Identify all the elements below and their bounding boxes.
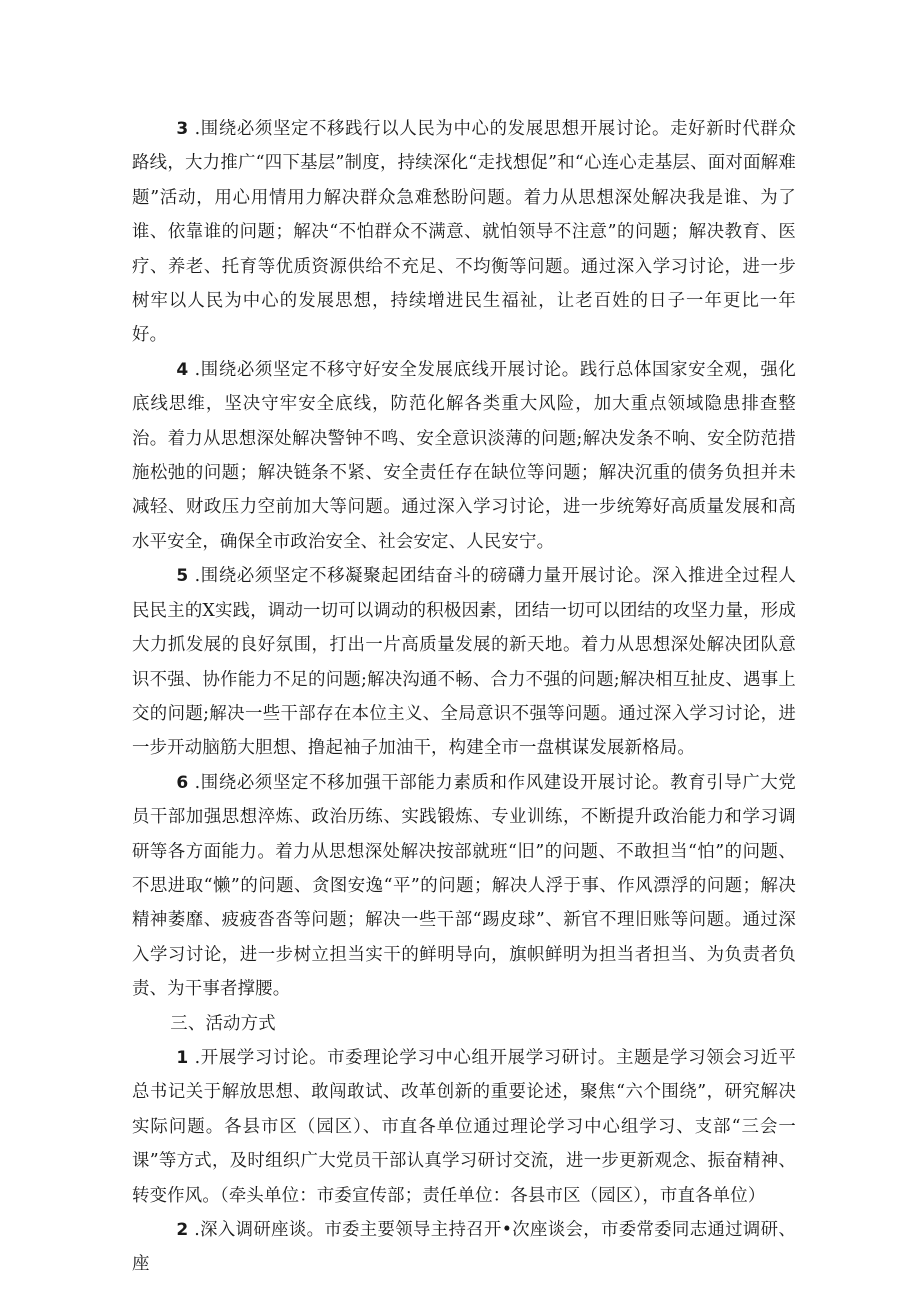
item-number: 1 — [176, 1047, 189, 1068]
paragraph-text: .围绕必须坚定不移守好安全发展底线开展讨论。践行总体国家安全观，强化底线思维，坚决守牢安全底线，防范化解各类重大风险，加大重点领域隐患排查整治。着力从思想深处解决警钟不鸣、安全意识淡薄的问题;解决发条不响、安全防范措施松弛的问题；解决链条不紧、安全责任存在缺位等问题；解决沉重的债务负担并未减轻、财政压力空前加大等问题。通过深入学习讨论，进一步统筹好高质量发展和高水平安全，确保全市政治安全、社会安定、人民安宁。 — [132, 359, 796, 552]
paragraph-text: .深入调研座谈。市委主要领导主持召开•次座谈会，市委常委同志通过调研、座 — [132, 1220, 796, 1275]
section-heading — [132, 1007, 796, 1041]
paragraph-text: .围绕必须坚定不移加强干部能力素质和作风建设开展讨论。教育引导广大党员干部加强思想淬炼、政治历练、实践锻炼、专业训练，不断提升政治能力和学习调研等各方面能力。着力从思想深处解决按部就班“旧”的问题、不敢担当“怕”的问题、不思进取“懒”的问题、贪图安逸“平”的问题；解决人浮于事、作风漂浮的问题；解决精神萎靡、疲疲沓沓等问题；解决一些干部“踢皮球”、新官不理旧账等问题。通过深入学习讨论，进一步树立担当实干的鲜明导向，旗帜鲜明为担当者担当、为负责者负责、为干事者撑腰。 — [132, 772, 796, 1000]
item-number: 3 — [176, 119, 189, 139]
paragraph-item-4 — [132, 353, 796, 559]
paragraph-text: .开展学习讨论。市委理论学习中心组开展学习研讨。主题是学习领会习近平总书记关于解放思想、敢闯敢试、改革创新的重要论述，聚焦“六个围绕”，研究解决实际问题。各县市区（园区）、市直各单位通过理论学习中心组学习、支部“三会一课”等方式，及时组织广大党员干部认真学习研讨交流，进一步更新观念、振奋精神、转变作风。（牵头单位：市委宣传部；责任单位：各县市区（园区），市直各单位） — [132, 1047, 796, 1206]
paragraph-item-5 — [132, 559, 796, 765]
paragraph-item-1 — [132, 1041, 796, 1213]
paragraph-text: .围绕必须坚定不移凝聚起团结奋斗的磅礴力量开展讨论。深入推进全过程人民民主的X实践，调动一切可以调动的积极因素，团结一切可以团结的攻坚力量，形成大力抓发展的良好氛围，打出一片高质量发展的新天地。着力从思想深处解决团队意识不强、协作能力不足的问题;解决沟通不畅、合力不强的问题;解决相互扯皮、遇事上交的问题;解决一些干部存在本位主义、全局意识不强等问题。通过深入学习讨论，进一步开动脑筋大胆想、撸起袖子加油干，构建全市一盘棋谋发展新格局。 — [132, 566, 796, 759]
item-number: 6 — [176, 772, 189, 793]
item-number: 2 — [176, 1220, 189, 1240]
paragraph-item-2 — [132, 1213, 796, 1282]
paragraph-text: .围绕必须坚定不移践行以人民为中心的发展思想开展讨论。走好新时代群众路线，大力推广“四下基层”制度，持续深化“走找想促”和“心连心走基层、面对面解难题”活动，用心用情用力解决群众急难愁盼问题。着力从思想深处解决我是谁、为了谁、依靠谁的问题；解决“不怕群众不满意、就怕领导不注意”的问题；解决教育、医疗、养老、托育等优质资源供给不充足、不均衡等问题。通过深入学习讨论，进一步树牢以人民为中心的发展思想，持续增进民生福祉，让老百姓的日子一年更比一年好。 — [132, 119, 796, 346]
section-heading-text: 三、活动方式 — [170, 1013, 276, 1034]
item-number: 5 — [176, 566, 189, 587]
paragraph-item-3 — [132, 112, 796, 353]
item-number: 4 — [176, 359, 189, 380]
paragraph-item-6 — [132, 766, 796, 1007]
